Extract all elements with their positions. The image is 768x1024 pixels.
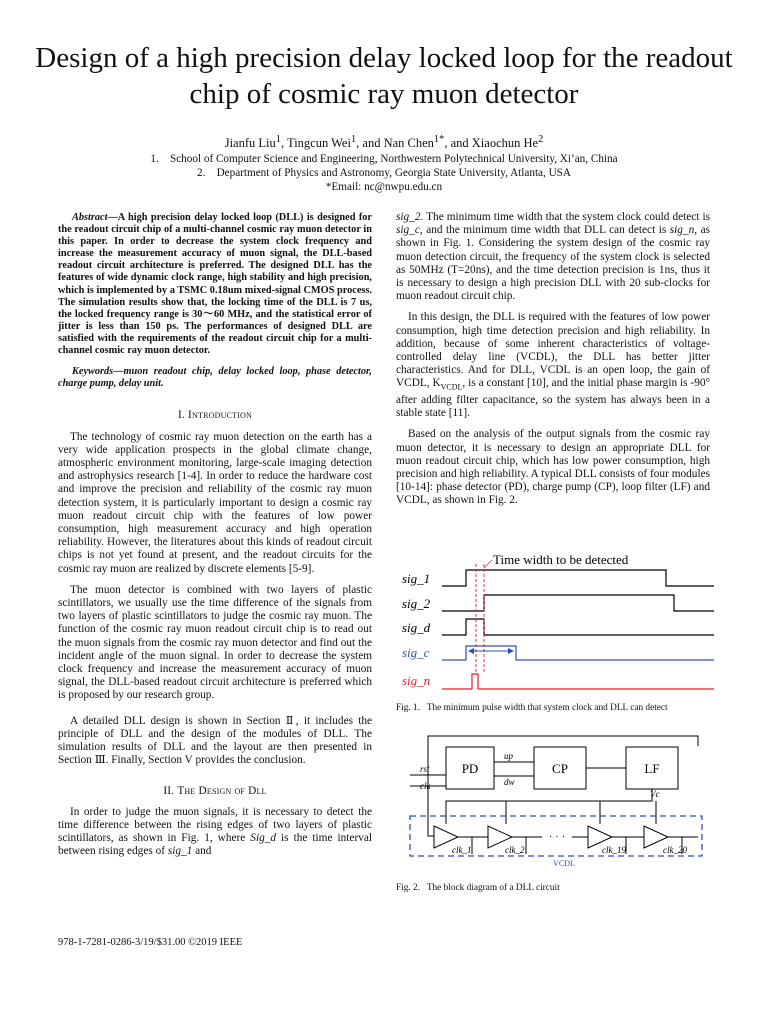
fig1-annotation: Time width to be detected: [493, 552, 629, 567]
pd-label: PD: [461, 761, 479, 776]
author-sup: 1: [275, 134, 281, 145]
signal-name: sig_1: [167, 845, 193, 858]
signal-label-sig1: sig_1: [402, 571, 431, 586]
author-name: Xiaochun He: [471, 136, 539, 151]
vcdl-label: VCDL: [553, 859, 575, 868]
intro-paragraph-3: A detailed DLL design is shown in Section Ⅱ, it includes the principle of DLL and the design of the modules of DLL. The simulation results of DLL and the layout are then presented in Section Ⅲ. Finally, Section V provides the conclusion.: [58, 714, 372, 767]
section-number: I.: [178, 409, 186, 422]
signal-name: sig_c: [396, 224, 420, 237]
clk20-label: clk_20: [663, 845, 687, 855]
abstract-text: —A high precision delay locked loop (DLL) is designed for the readout circuit chip of a multi-channel cosmic ray muon detector in this paper. In order to decrease the system clock frequency and increase the measurement accuracy of muon signal, the DLL-based readout circuit architecture is preferred. The designed DLL has the features of wide dynamic clock range, high stability and high precision, which is implemented by a TSMC 0.18um mixed-signal CMOS process. The simulation results show that, the locking time of the DLL is 7 us, the locked frequency range is 30～60 MHz, and the statistical error of jitter is less than 150 ps. The performances of designed DLL are satisfied with the requirements of the readout circuit chip for a multi-channel cosmic ray muon detector.: [58, 212, 372, 357]
rst-label: rst: [420, 764, 430, 774]
subscript: VCDL: [440, 382, 463, 392]
fig1-timing-diagram: [396, 548, 716, 698]
abstract: [58, 212, 372, 357]
section-heading-intro: [58, 409, 372, 422]
intro-paragraph-2: The muon detector is combined with two layers of plastic scintillators, we usually use the time difference of the signals from two layers of plastic scintillators to judge the cosmic ray muon. The function of the cosmic ray muon readout circuit chip is to read out the muon signals from the cosmic ray muon detector and find out the incident angle of the muon signal. In order to decrease the system clock frequency and increase the measurement accuracy of muon signal, the DLL-based readout circuit architecture is preferred which is proposed by our research group.: [58, 583, 372, 702]
signal-name: sig_2: [396, 211, 421, 223]
copyright-footer: 978-1-7281-0286-3/19/$31.00 ©2019 IEEE: [58, 937, 243, 948]
waveform-sig1: [442, 570, 714, 586]
affiliation-1: 1. School of Computer Science and Engineering, Northwestern Polytechnical University, Xi’an, China: [150, 153, 618, 165]
vc-wire: [446, 789, 652, 824]
signal-label-sig2: sig_2: [402, 596, 431, 611]
right-column: [396, 211, 710, 516]
lf-label: LF: [644, 761, 660, 776]
arrow-head: [508, 648, 514, 654]
text-run: In order to judge the muon signals, it is necessary to detect the time difference between the rising edges of two layers of plastic scintillators, as shown in Fig. 1, where: [58, 805, 372, 844]
fig2-block-diagram: [396, 726, 716, 876]
waveform-sign: [442, 674, 714, 689]
design-paragraph-1: [58, 806, 372, 859]
right-paragraph-1: [396, 211, 710, 303]
signal-name: sig_n: [669, 224, 695, 237]
cp-label: CP: [552, 761, 568, 776]
arrow-head: [468, 648, 474, 654]
author-sup: 1: [350, 134, 357, 145]
author-list: Jianfu Liu$^1$, Tingcun Wei$^1$, and Nan Chen$^{1*}$, and Xiaochun He$^2$: [224, 134, 544, 151]
text-run: and: [192, 845, 212, 858]
keywords-text: —muon readout chip, delay locked loop, phase detector, charge pump, delay unit.: [58, 366, 372, 390]
text-run: , and the minimum time width that DLL can detect is: [419, 224, 670, 237]
paper-title: Design of a high precision delay locked loop for the readout chip of cosmic ray muon detector: [35, 42, 733, 110]
author-name: Jianfu Liu: [224, 136, 276, 151]
signal-label-sigc: sig_c: [402, 645, 430, 660]
keywords: [58, 366, 372, 390]
text-run: , as shown in Fig. 1. Considering the system design of the cosmic ray muon detection circuit, the frequency of the system clock is selected as 50MHz (T=20ns), and the time detection precision is 1ns, thus it is necessary to design a high precision DLL with 20 sub-clocks for muon readout circuit chip.: [396, 224, 710, 303]
waveform-sigd: [442, 619, 714, 635]
section-heading-design: [58, 785, 372, 798]
affiliation-2: 2. Department of Physics and Astronomy, Georgia State University, Atlanta, USA: [196, 167, 571, 179]
section-title: Introduction: [188, 409, 252, 422]
signal-label-sign: sig_n: [402, 673, 431, 688]
clk-label: clk: [420, 781, 431, 791]
section-title: The Design of Dll: [177, 785, 267, 798]
signal-label-sigd: sig_d: [402, 620, 431, 635]
author-sup: 1*: [433, 134, 445, 145]
right-paragraph-3: Based on the analysis of the output signals from the cosmic ray muon detector, it is necessary to design an appropriate DLL for muon readout circuit chip, which has low power consumption, high precision and high reliability. A typical DLL consists of four modules [10-14]: phase detector (PD), charge pump (CP), loop filter (LF) and VCDL, as shown in Fig. 2.: [396, 428, 710, 507]
author-sup: 2: [538, 134, 544, 145]
contact-email: *Email: nc@nwpu.edu.cn: [325, 181, 443, 193]
abstract-label: Abstract: [72, 212, 108, 223]
clk1-label: clk_1: [452, 845, 472, 855]
waveform-sigc: [442, 646, 714, 660]
vc-label: Vc: [650, 789, 660, 799]
section-number: II.: [163, 785, 175, 798]
text-run: is the time interval between rising edges of: [58, 832, 373, 858]
fig1-caption: Fig. 1. The minimum pulse width that system clock and DLL can detect: [396, 703, 668, 713]
intro-paragraph-1: The technology of cosmic ray muon detection on the earth has a very wide application prospects in the global climate change, atmospheric environment monitoring, large-scale imaging detection and astrophysics research [1-4]. In order to reduce the hardware cost and improve the precision and reliability of the cosmic ray muon detection system, it is particularly important to design a cosmic ray muon readout circuit chip with the features of low power consumption, high measurement accuracy and high operation reliability. However, the literatures about this kinds of readout circuit chips is not yet found at present, and the readout circuits for the cosmic ray muon are realized by discrete elements [5-9].: [58, 430, 372, 575]
text-run: In this design, the DLL is required with the features of low power consumption, high time detection precision and high reliability. In addition, because of some inherent characteristics of voltage-controlled delay line (VCDL), the DLL has better jitter characteristics. And for DLL, VCDL is an open loop, the gain of VCDL, K: [396, 311, 710, 390]
annotation-pointer: [484, 560, 492, 568]
waveform-sig2: [442, 595, 714, 611]
fig2-caption: Fig. 2. The block diagram of a DLL circuit: [396, 883, 560, 893]
up-label: up: [504, 751, 513, 761]
author-name: Nan Chen: [383, 136, 434, 151]
text-run: , is a constant [10], and the initial phase margin is -90° after adding filter capacitance, so the system has always been in a stable state [11].: [396, 377, 711, 420]
author-name: Tingcun Wei: [287, 136, 351, 151]
signal-name: Sig_d: [250, 832, 277, 844]
ellipsis: · · ·: [548, 831, 566, 843]
left-column: [58, 212, 372, 866]
clk19-label: clk_19: [602, 845, 626, 855]
right-paragraph-2: [396, 311, 710, 420]
text-run: . The minimum time width that the system clock could detect is: [420, 211, 710, 223]
clk2-label: clk_2: [505, 845, 525, 855]
dw-label: dw: [504, 777, 515, 787]
keywords-label: Keywords: [72, 366, 114, 378]
